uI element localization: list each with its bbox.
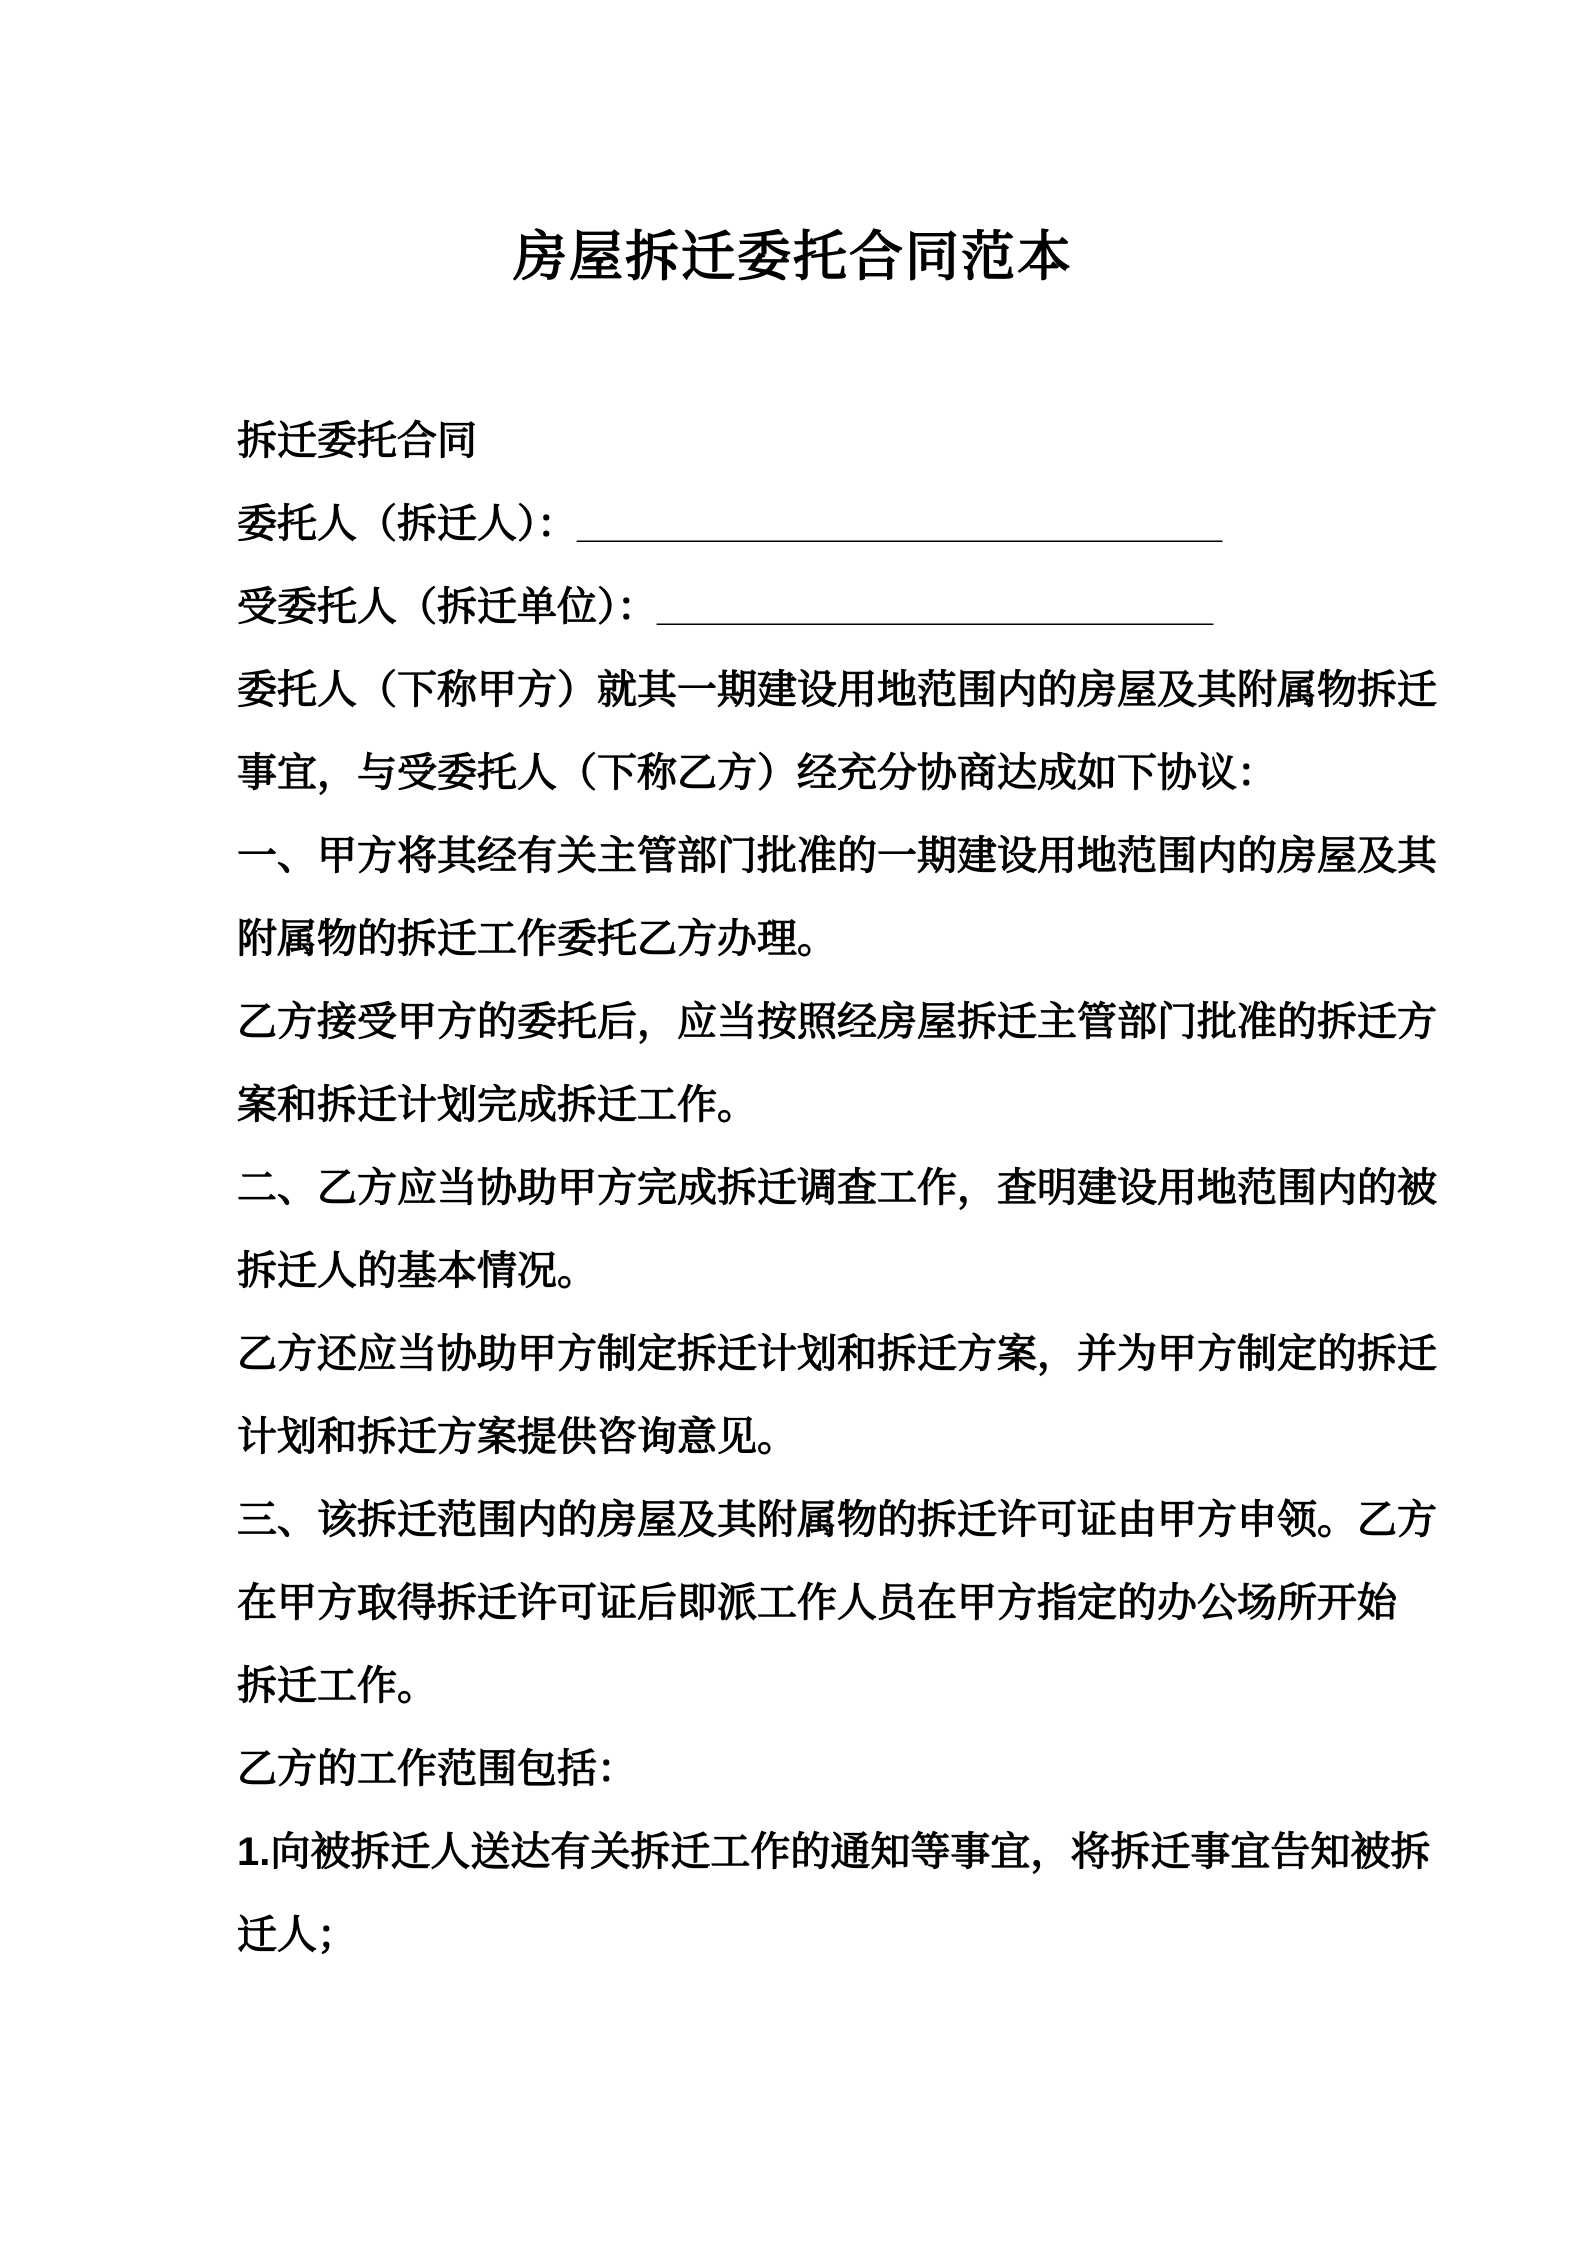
clause-1-line-1: 一、甲方将其经有关主管部门批准的一期建设用地范围内的房屋及其 [237, 834, 1437, 878]
clause-2-line-1: 二、乙方应当协助甲方完成拆迁调查工作，查明建设用地范围内的被 [237, 1166, 1437, 1210]
intro-line-2: 事宜，与受委托人（下称乙方）经充分协商达成如下协议： [237, 751, 1277, 795]
clause-3-line-2: 在甲方取得拆迁许可证后即派工作人员在甲方指定的办公场所开始 [237, 1581, 1397, 1625]
clause-2-line-3: 乙方还应当协助甲方制定拆迁计划和拆迁方案，并为甲方制定的拆迁 [237, 1332, 1437, 1376]
document-title: 房屋拆迁委托合同范本 [513, 227, 1073, 287]
consignor-blank-line: 委托人（拆迁人）：_____________________________ [237, 502, 1223, 546]
clause-3-line-1: 三、该拆迁范围内的房屋及其附属物的拆迁许可证由甲方申领。乙方 [237, 1498, 1437, 1542]
clause-2-line-4: 计划和拆迁方案提供咨询意见。 [237, 1415, 797, 1459]
clause-3-line-3: 拆迁工作。 [237, 1664, 437, 1708]
clause-1-line-3: 乙方接受甲方的委托后，应当按照经房屋拆迁主管部门批准的拆迁方 [237, 1000, 1437, 1044]
clause-1-line-4: 案和拆迁计划完成拆迁工作。 [237, 1083, 757, 1127]
consignee-blank-line: 受委托人（拆迁单位）：_________________________ [237, 585, 1214, 629]
intro-line-1: 委托人（下称甲方）就其一期建设用地范围内的房屋及其附属物拆迁 [237, 668, 1437, 712]
scope-heading-line: 乙方的工作范围包括： [237, 1747, 637, 1791]
scope-item-1-line-1: 1.向被拆迁人送达有关拆迁工作的通知等事宜，将拆迁事宜告知被拆 [237, 1830, 1431, 1874]
subtitle-line: 拆迁委托合同 [237, 419, 477, 463]
scope-item-1-line-2: 迁人； [237, 1913, 357, 1957]
clause-1-line-2: 附属物的拆迁工作委托乙方办理。 [237, 917, 837, 961]
document-body [237, 400, 1437, 1977]
clause-2-line-2: 拆迁人的基本情况。 [237, 1249, 597, 1293]
